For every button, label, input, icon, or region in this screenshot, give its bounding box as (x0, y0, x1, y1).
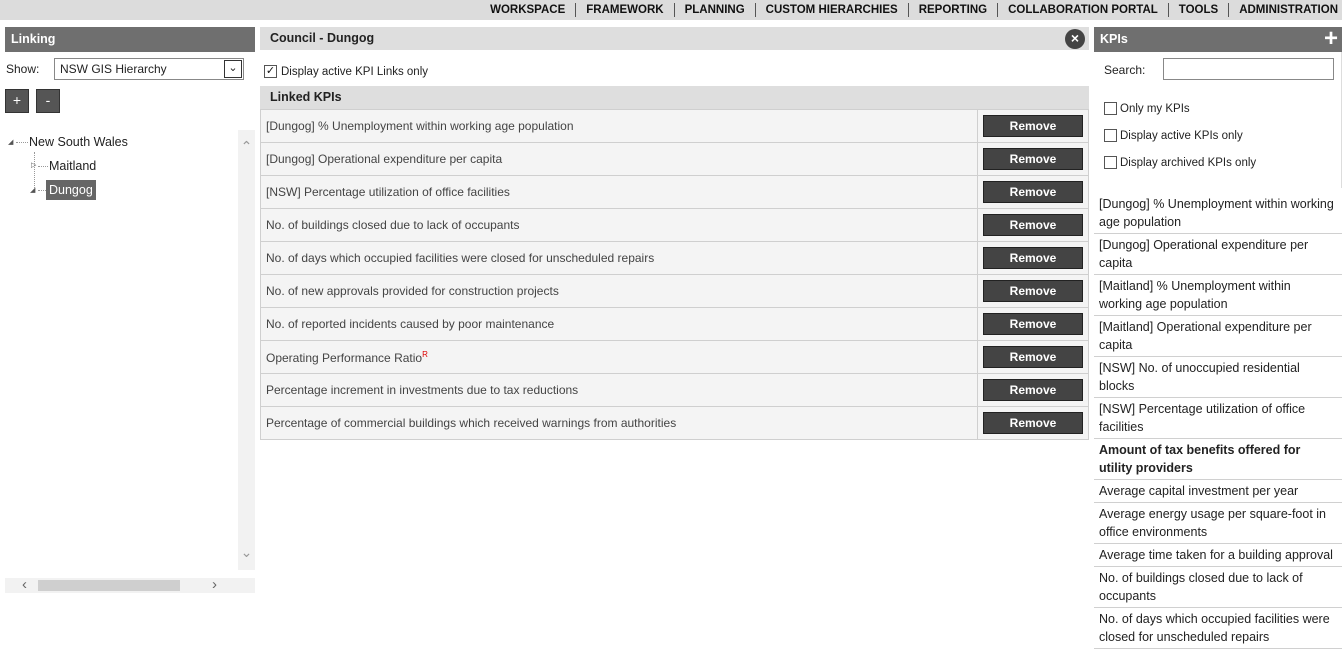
remove-button[interactable]: Remove (983, 214, 1083, 236)
kpi-list (1094, 193, 1342, 649)
table-row (261, 275, 1089, 308)
scroll-left-icon[interactable]: ‹ (22, 576, 27, 593)
nav-planning[interactable]: PLANNING (674, 3, 755, 17)
linked-kpis-header: Linked KPIs (260, 86, 1089, 109)
remove-button[interactable]: Remove (983, 115, 1083, 137)
expand-all-button[interactable]: + (5, 89, 29, 113)
remove-button[interactable]: Remove (983, 412, 1083, 434)
scroll-up-icon[interactable]: ⌃ (240, 138, 253, 154)
scroll-down-icon[interactable]: ⌄ (240, 544, 253, 560)
search-label: Search: (1104, 63, 1146, 77)
filter-only-my-kpis[interactable] (1104, 102, 1190, 115)
table-row (261, 176, 1089, 209)
linking-panel (5, 27, 255, 593)
linked-kpi-action (978, 275, 1089, 308)
table-row (261, 242, 1089, 275)
linked-kpi-name (261, 143, 978, 176)
kpi-filters (1094, 52, 1342, 188)
show-row (5, 58, 255, 80)
linked-kpi-action (978, 242, 1089, 275)
linked-kpi-label: No. of reported incidents caused by poor maintenance (266, 317, 555, 331)
linked-kpi-label: No. of days which occupied facilities were closed for unscheduled repairs (266, 251, 655, 265)
active-links-label: Display active KPI Links only (281, 65, 429, 78)
linked-kpi-label: [Dungog] % Unemployment within working age population (266, 119, 574, 133)
linked-kpi-name (261, 374, 978, 407)
nav-framework[interactable]: FRAMEWORK (575, 3, 673, 17)
tree-connector (34, 152, 35, 190)
tree-node-dungog[interactable]: Dungog (46, 180, 96, 200)
linked-kpi-action (978, 176, 1089, 209)
close-icon[interactable]: × (1065, 29, 1085, 49)
tree-node-maitland[interactable]: Maitland (49, 159, 97, 173)
remove-button[interactable]: Remove (983, 313, 1083, 335)
tree-node-root[interactable]: New South Wales (29, 135, 128, 149)
linked-kpi-name (261, 176, 978, 209)
list-item[interactable]: Average time taken for a building approval (1094, 544, 1342, 567)
chevron-down-icon[interactable]: ⌄ (224, 60, 242, 78)
hierarchy-tree (5, 130, 237, 566)
table-row (261, 143, 1089, 176)
active-links-checkbox[interactable]: ✓ (265, 65, 276, 77)
linked-kpi-action (978, 407, 1089, 440)
nav-custom-hierarchies[interactable]: CUSTOM HIERARCHIES (755, 3, 908, 17)
active-kpis-checkbox[interactable] (1104, 129, 1117, 142)
linked-kpi-action (978, 143, 1089, 176)
filter-label: Display active KPIs only (1120, 129, 1243, 142)
kpis-panel (1094, 25, 1342, 644)
add-icon[interactable]: + (1323, 25, 1338, 52)
linked-kpi-name (261, 341, 978, 374)
tree-connector (38, 166, 48, 167)
filter-label: Only my KPIs (1120, 102, 1190, 115)
top-nav-menu (480, 0, 1342, 20)
remove-button[interactable]: Remove (983, 379, 1083, 401)
list-item[interactable]: Average capital investment per year (1094, 480, 1342, 503)
nav-administration[interactable]: ADMINISTRATION (1228, 3, 1342, 17)
linked-kpi-name (261, 110, 978, 143)
kpis-panel-header (1094, 27, 1342, 52)
linked-kpi-action (978, 374, 1089, 407)
list-item[interactable]: No. of days which occupied facilities were closed for unscheduled repairs (1094, 608, 1342, 649)
linked-kpi-name (261, 242, 978, 275)
remove-button[interactable]: Remove (983, 181, 1083, 203)
nav-reporting[interactable]: REPORTING (908, 3, 997, 17)
kpis-title: KPIs (1100, 32, 1128, 46)
council-title: Council - Dungog (270, 31, 375, 45)
list-item[interactable]: [Dungog] % Unemployment within working age population (1094, 193, 1342, 234)
linked-kpi-name (261, 308, 978, 341)
filter-label: Display archived KPIs only (1120, 156, 1257, 169)
top-navigation (0, 0, 1342, 20)
council-panel-header (260, 27, 1089, 50)
nav-collaboration-portal[interactable]: COLLABORATION PORTAL (997, 3, 1168, 17)
linked-kpi-label: [Dungog] Operational expenditure per capita (266, 152, 503, 166)
linked-kpi-action (978, 341, 1089, 374)
archived-kpis-checkbox[interactable] (1104, 156, 1117, 169)
list-item[interactable]: Average energy usage per square-foot in office environments (1094, 503, 1342, 544)
tree-connector (16, 142, 28, 143)
tree-horizontal-scrollbar[interactable] (5, 578, 255, 593)
nav-tools[interactable]: TOOLS (1168, 3, 1228, 17)
linked-kpis-table (260, 109, 1089, 440)
only-my-kpis-checkbox[interactable] (1104, 102, 1117, 115)
linking-panel-title: Linking (5, 27, 255, 52)
table-row (261, 209, 1089, 242)
hierarchy-select-value: NSW GIS Hierarchy (60, 62, 167, 76)
list-item[interactable]: [Maitland] % Unemployment within working age population (1094, 275, 1342, 316)
nav-workspace[interactable]: WORKSPACE (490, 4, 566, 16)
linked-kpi-name (261, 407, 978, 440)
table-row (261, 374, 1089, 407)
filter-archived-kpis[interactable] (1104, 156, 1256, 169)
list-item[interactable]: [Dungog] Operational expenditure per capita (1094, 234, 1342, 275)
table-row (261, 341, 1089, 374)
tree-connector (38, 190, 46, 191)
table-row (261, 407, 1089, 440)
kpi-marker: R (422, 349, 428, 359)
collapse-all-button[interactable]: - (36, 89, 60, 113)
list-item[interactable]: Amount of tax benefits offered for utility providers (1094, 439, 1342, 480)
tree-expanded-icon[interactable]: ◢ (8, 139, 14, 146)
linked-kpi-label: No. of buildings closed due to lack of occupants (266, 218, 520, 232)
linked-kpi-label: Percentage increment in investments due to tax reductions (266, 383, 579, 397)
linked-kpi-label: [NSW] Percentage utilization of office facilities (266, 185, 510, 199)
linked-kpi-action (978, 209, 1089, 242)
tree-expanded-icon[interactable]: ◢ (30, 187, 36, 194)
list-item[interactable]: [Maitland] Operational expenditure per capita (1094, 316, 1342, 357)
scroll-right-icon[interactable]: › (212, 576, 217, 593)
linked-kpi-label: Operating Performance Ratio (266, 350, 423, 365)
list-item[interactable]: [NSW] Percentage utilization of office facilities (1094, 398, 1342, 439)
active-links-filter[interactable] (264, 65, 428, 78)
list-item[interactable]: No. of buildings closed due to lack of occupants (1094, 567, 1342, 608)
show-label: Show: (6, 62, 40, 76)
scrollbar-thumb[interactable] (38, 580, 180, 591)
remove-button[interactable]: Remove (983, 148, 1083, 170)
linked-kpi-label: Percentage of commercial buildings which received warnings from authorities (266, 416, 677, 430)
linked-kpi-action (978, 110, 1089, 143)
filter-active-kpis[interactable] (1104, 129, 1243, 142)
table-row (261, 110, 1089, 143)
tree-vertical-scrollbar[interactable] (238, 130, 255, 570)
linked-kpi-name (261, 209, 978, 242)
tree-collapsed-icon[interactable]: ▷ (31, 162, 37, 169)
hierarchy-select[interactable] (54, 58, 244, 80)
linked-kpi-label: No. of new approvals provided for construction projects (266, 284, 559, 298)
linked-kpi-name (261, 275, 978, 308)
list-item[interactable]: [NSW] No. of unoccupied residential blocks (1094, 357, 1342, 398)
linked-kpi-action (978, 308, 1089, 341)
remove-button[interactable]: Remove (983, 280, 1083, 302)
remove-button[interactable]: Remove (983, 247, 1083, 269)
search-input[interactable] (1163, 58, 1334, 80)
table-row (261, 308, 1089, 341)
council-panel (260, 27, 1089, 447)
remove-button[interactable]: Remove (983, 346, 1083, 368)
